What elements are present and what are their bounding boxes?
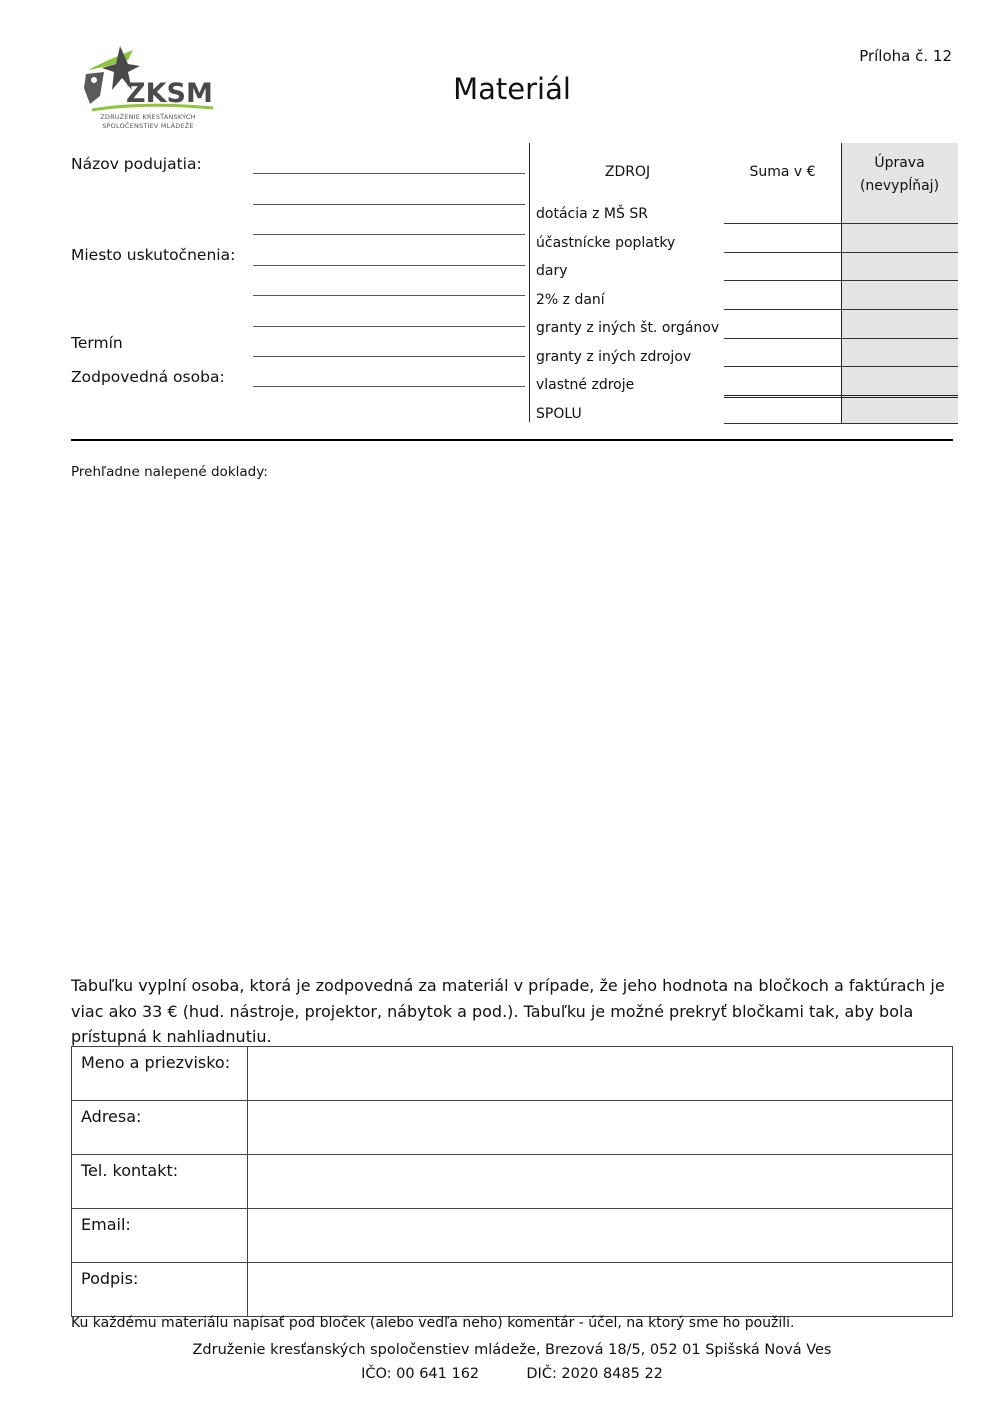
page-title: Materiál xyxy=(453,72,571,106)
email-label: Email: xyxy=(72,1209,248,1263)
receipts-label: Prehľadne nalepené doklady: xyxy=(71,464,268,480)
amount-total-field[interactable] xyxy=(724,423,958,424)
address-field[interactable] xyxy=(248,1101,953,1155)
footer-dic: DIČ: 2020 8485 22 xyxy=(526,1366,663,1382)
funding-source-row: granty z iných zdrojov xyxy=(536,349,692,365)
amount-field-row-1[interactable] xyxy=(724,223,958,224)
phone-label: Tel. kontakt: xyxy=(72,1155,248,1209)
funding-source-row: účastnícke poplatky xyxy=(536,235,676,251)
event-location-field-line3[interactable] xyxy=(253,326,525,327)
logo-subtitle-line2: SPOLOČENSTIEV MLÁDEŽE xyxy=(102,122,194,130)
annex-number: Príloha č. 12 xyxy=(859,47,952,65)
amount-field-row-2[interactable] xyxy=(724,252,958,253)
adjustment-header-line2: (nevypĺňaj) xyxy=(859,178,940,194)
funding-source-row: granty z iných št. orgánov xyxy=(536,320,720,336)
table-row xyxy=(72,1263,953,1317)
svg-text:ZKSM: ZKSM xyxy=(126,78,213,109)
email-field[interactable] xyxy=(248,1209,953,1263)
table-row xyxy=(72,1209,953,1263)
amount-field-row-5[interactable] xyxy=(724,338,958,339)
event-date-label: Termín xyxy=(71,334,123,352)
logo-subtitle-line1: ZDRUŽENIE KRESŤANSKÝCH xyxy=(100,113,196,121)
source-column-header: ZDROJ xyxy=(604,164,651,180)
signature-label: Podpis: xyxy=(72,1263,248,1317)
funding-total-label: SPOLU xyxy=(536,406,582,422)
event-location-label: Miesto uskutočnenia: xyxy=(71,246,236,264)
event-name-label: Názov podujatia: xyxy=(71,155,202,173)
adjustment-header-line1: Úprava xyxy=(874,155,925,171)
event-location-field-line2[interactable] xyxy=(253,295,525,296)
funding-source-row: dary xyxy=(536,263,568,279)
event-location-field[interactable] xyxy=(253,265,525,266)
table-row xyxy=(72,1047,953,1101)
table-row xyxy=(72,1155,953,1209)
responsible-person-field[interactable] xyxy=(253,386,525,387)
amount-field-row-6[interactable] xyxy=(724,366,958,367)
amount-column-header: Suma v € xyxy=(749,164,816,180)
name-field[interactable] xyxy=(248,1047,953,1101)
footer-address: Združenie kresťanských spoločenstiev mládeže, Brezová 18/5, 052 01 Spišská Nová Ves xyxy=(192,1342,832,1358)
name-label: Meno a priezvisko: xyxy=(72,1047,248,1101)
amount-field-row-3[interactable] xyxy=(724,280,958,281)
event-date-field[interactable] xyxy=(253,356,525,357)
comment-note: Ku každému materiálu napísať pod bloček (alebo vedľa neho) komentár - účel, na ktorý sme ho použili. xyxy=(71,1315,795,1331)
amount-field-row-4[interactable] xyxy=(724,309,958,310)
instructions-text: Tabuľku vyplní osoba, ktorá je zodpovedná za materiál v prípade, že jeho hodnota na bločkoch a faktúrach je viac ako 33 € (hud. nástroje, projektor, nábytok a pod.). Tabuľku je možné prekryť bločkami tak, aby bola prístupná k nahliadnutiu. xyxy=(71,976,945,1046)
event-name-field[interactable] xyxy=(253,173,525,174)
event-name-field-line3[interactable] xyxy=(253,234,525,235)
responsible-person-label: Zodpovedná osoba: xyxy=(71,368,225,386)
event-name-field-line2[interactable] xyxy=(253,204,525,205)
source-column-divider xyxy=(529,143,530,422)
amount-field-row-7[interactable] xyxy=(724,395,958,398)
signature-field[interactable] xyxy=(248,1263,953,1317)
address-label: Adresa: xyxy=(72,1101,248,1155)
responsible-person-table xyxy=(71,1046,953,1317)
section-divider xyxy=(71,439,953,441)
funding-source-row: 2% z daní xyxy=(536,292,605,308)
funding-source-row: vlastné zdroje xyxy=(536,377,635,393)
phone-field[interactable] xyxy=(248,1155,953,1209)
footer-ids xyxy=(0,1366,1000,1382)
table-row xyxy=(72,1101,953,1155)
receipts-area xyxy=(71,490,953,960)
adjustment-column-header xyxy=(841,152,958,198)
footer-ico: IČO: 00 641 162 xyxy=(361,1366,480,1382)
funding-source-row: dotácia z MŠ SR xyxy=(536,206,648,222)
